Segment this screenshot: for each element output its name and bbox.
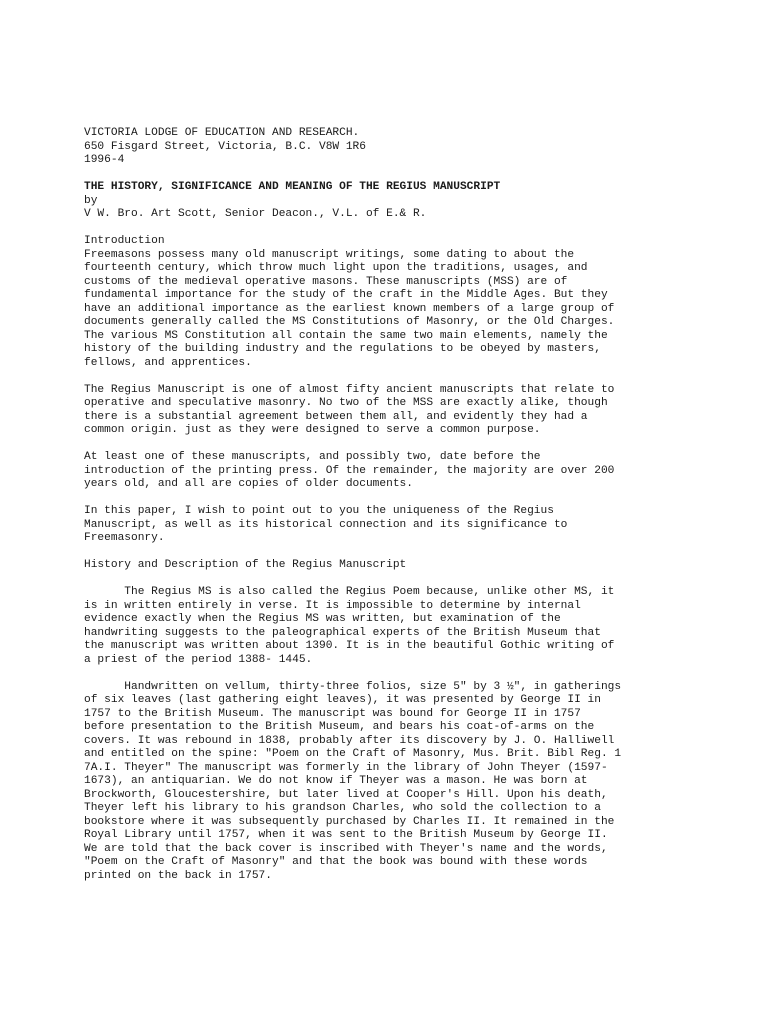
text-line: 1757 to the British Museum. The manuscript was bound for George II in 1757 xyxy=(84,707,581,720)
text-line: bookstore where it was subsequently purchased by Charles II. It remained in the xyxy=(84,815,615,828)
text-line: the manuscript was written about 1390. It is in the beautiful Gothic writing of xyxy=(84,640,615,652)
text-line: there is a substantial agreement between them all, and evidently they had a xyxy=(84,410,588,423)
text-line: Handwritten on vellum, thirty-three folios, size 5" by 3 ½", in gatherings xyxy=(84,680,622,693)
byline-by: by xyxy=(84,194,98,207)
document-body xyxy=(84,235,694,883)
text-line: introduction of the printing press. Of the remainder, the majority are over 200 xyxy=(84,464,615,477)
text-line: printed on the back in 1757. xyxy=(84,869,272,882)
text-line: The Regius Manuscript is one of almost fifty ancient manuscripts that relate to xyxy=(84,383,615,396)
text-line: years old, and all are copies of older documents. xyxy=(84,478,413,490)
paragraph xyxy=(84,681,694,884)
document-title: THE HISTORY, SIGNIFICANCE AND MEANING OF THE REGIUS MANUSCRIPT xyxy=(84,181,501,193)
text-line: common origin. just as they were designed to serve a common purpose. xyxy=(84,424,541,436)
text-line: customs of the medieval operative masons. These manuscripts (MSS) are of xyxy=(84,275,568,288)
section-heading: Introduction xyxy=(84,235,165,247)
paragraph xyxy=(84,586,694,667)
text-line: documents generally called the MS Constitutions of Masonry, or the Old Charges. xyxy=(84,316,615,328)
document-page xyxy=(84,127,694,897)
org-name: VICTORIA LODGE OF EDUCATION AND RESEARCH. xyxy=(84,127,360,139)
letterhead xyxy=(84,127,694,168)
text-line: a priest of the period 1388- 1445. xyxy=(84,653,313,666)
text-line: The various MS Constitution all contain the same two main elements, namely the xyxy=(84,329,608,342)
text-line: have an additional importance as the earliest known members of a large group of xyxy=(84,302,615,315)
paragraph xyxy=(84,559,694,573)
text-line: Freemasonry. xyxy=(84,532,165,544)
paragraph xyxy=(84,235,694,370)
text-line: 1673), an antiquarian. We do not know if Theyer was a mason. He was born at xyxy=(84,775,588,787)
text-line: We are told that the back cover is inscribed with Theyer's name and the words, xyxy=(84,842,608,855)
text-line: In this paper, I wish to point out to you the uniqueness of the Regius xyxy=(84,505,554,517)
paragraph xyxy=(84,451,694,492)
text-line: evidence exactly when the Regius MS was written, but examination of the xyxy=(84,613,561,625)
text-line: At least one of these manuscripts, and possibly two, date before the xyxy=(84,451,541,463)
paper-number: 1996-4 xyxy=(84,154,125,166)
text-line: fellows, and apprentices. xyxy=(84,356,252,369)
text-line: is in written entirely in verse. It is impossible to determine by internal xyxy=(84,599,581,612)
text-line: before presentation to the British Museum, and bears his coat-of-arms on the xyxy=(84,721,595,733)
text-line: "Poem on the Craft of Masonry" and that the book was bound with these words xyxy=(84,856,588,868)
text-line: of six leaves (last gathering eight leaves), it was presented by George II in xyxy=(84,694,601,706)
text-line: History and Description of the Regius Manuscript xyxy=(84,559,407,571)
text-line: Freemasons possess many old manuscript writings, some dating to about the xyxy=(84,248,575,261)
text-line: and entitled on the spine: "Poem on the Craft of Masonry, Mus. Brit. Bibl Reg. 1 xyxy=(84,748,622,760)
text-line: 7A.I. Theyer" The manuscript was formerly in the library of John Theyer (1597- xyxy=(84,761,608,774)
org-address: 650 Fisgard Street, Victoria, B.C. V8W 1R6 xyxy=(84,140,366,153)
text-line: handwriting suggests to the paleographical experts of the British Museum that xyxy=(84,626,601,639)
text-line: covers. It was rebound in 1838, probably after its discovery by J. O. Halliwell xyxy=(84,734,615,747)
text-line: history of the building industry and the regulations to be obeyed by masters, xyxy=(84,343,601,355)
text-line: fundamental importance for the study of the craft in the Middle Ages. But they xyxy=(84,289,608,301)
text-line: Theyer left his library to his grandson Charles, who sold the collection to a xyxy=(84,802,601,814)
paragraph xyxy=(84,384,694,438)
text-line: fourteenth century, which throw much light upon the traditions, usages, and xyxy=(84,262,588,274)
text-line: Brockworth, Gloucestershire, but later lived at Cooper's Hill. Upon his death, xyxy=(84,788,608,801)
text-line: The Regius MS is also called the Regius Poem because, unlike other MS, it xyxy=(84,586,615,598)
paragraph xyxy=(84,505,694,546)
text-line: Royal Library until 1757, when it was sent to the British Museum by George II. xyxy=(84,829,608,841)
byline-author: V W. Bro. Art Scott, Senior Deacon., V.L. of E.& R. xyxy=(84,208,427,220)
text-line: Manuscript, as well as its historical connection and its significance to xyxy=(84,518,568,531)
text-line: operative and speculative masonry. No two of the MSS are exactly alike, though xyxy=(84,397,608,409)
